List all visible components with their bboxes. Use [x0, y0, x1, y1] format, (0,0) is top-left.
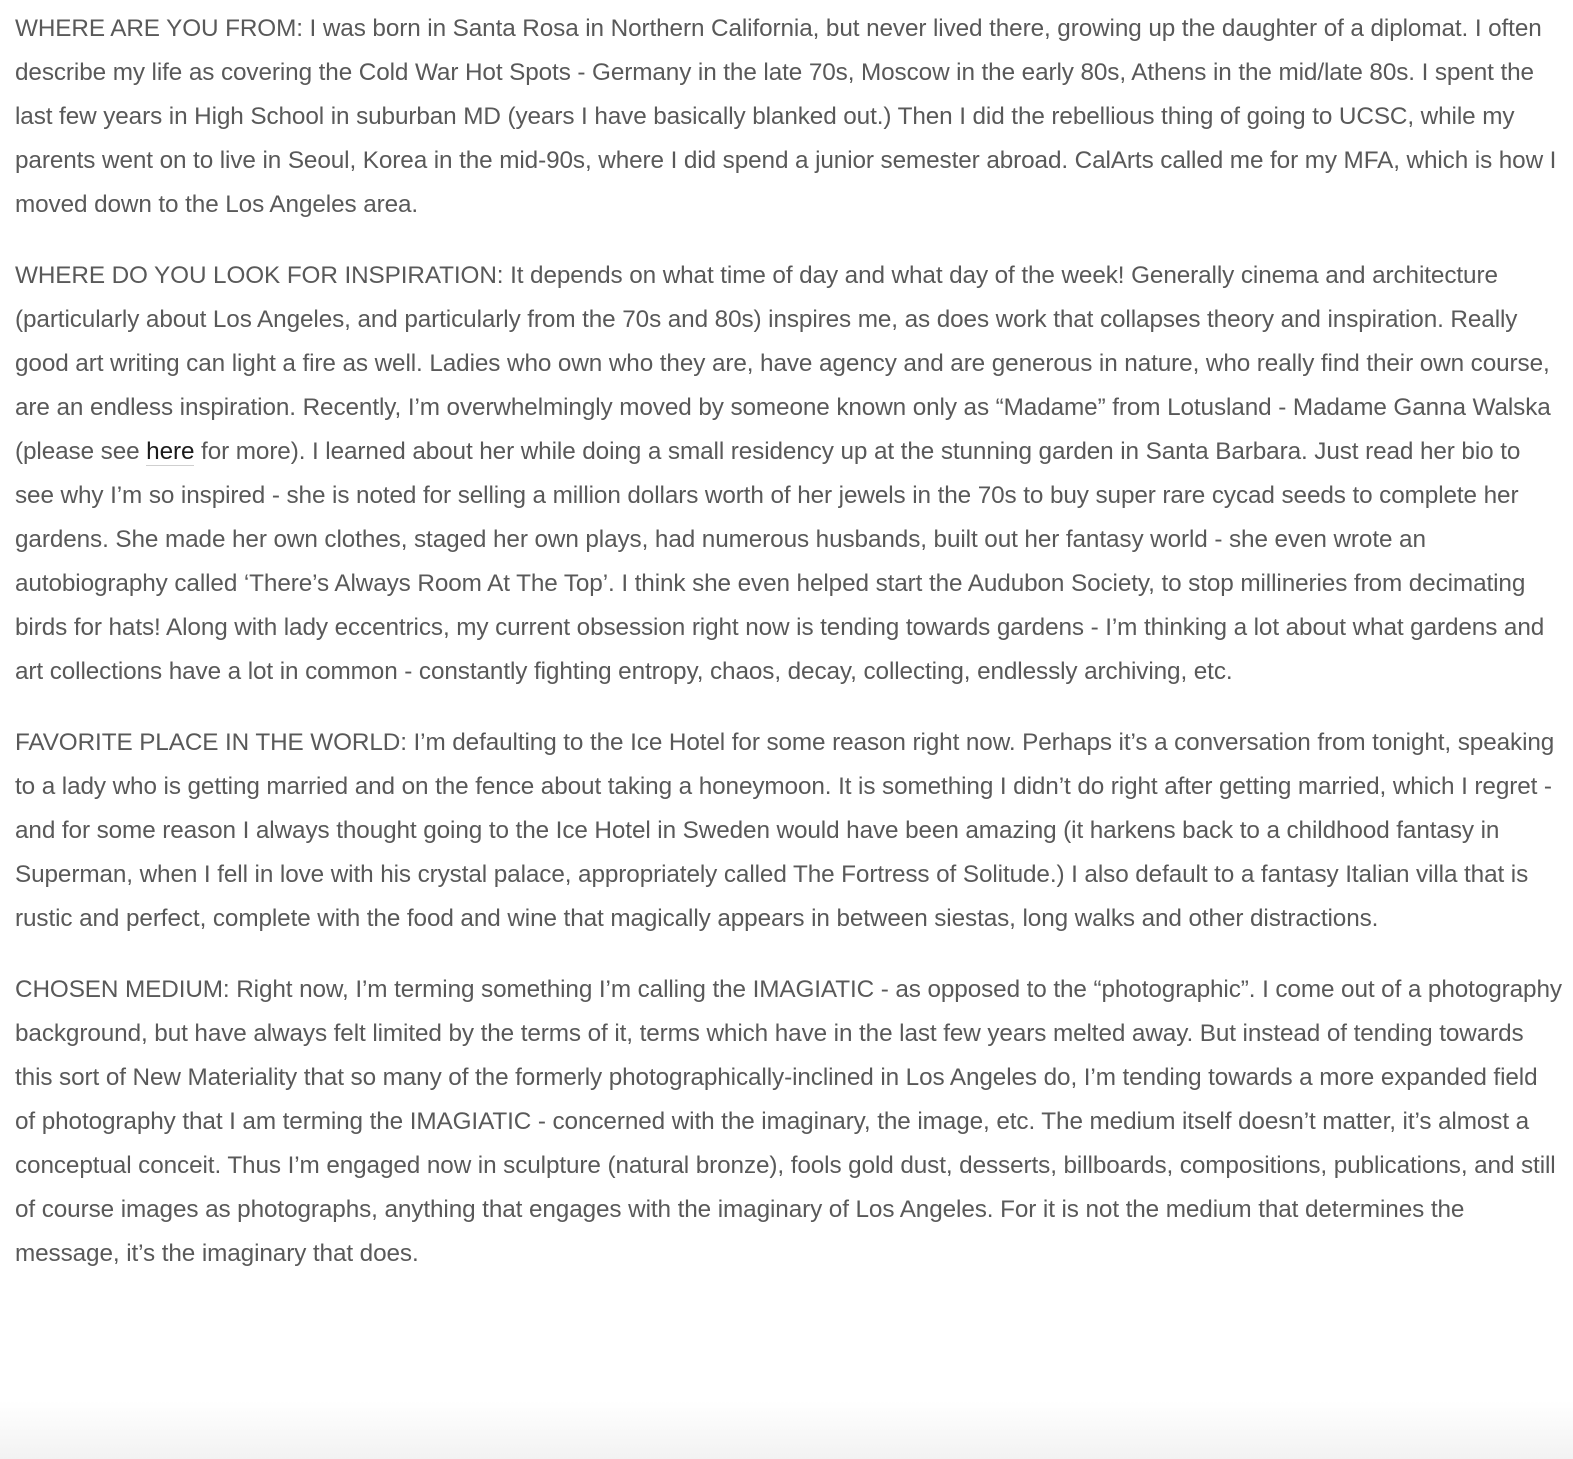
paragraph-inspiration	[15, 254, 1563, 694]
paragraph-text: for more). I learned about her while doing a small residency up at the stunning garden in Santa Barbara. Just read her bio to see why I’m so inspired - she is noted for selling a million dollars worth of her jewels in the 70s to buy super rare cycad seeds to complete her gardens. She made her own clothes, staged her own plays, had numerous husbands, built out her fantasy world - she even wrote an autobiography called ‘There’s Always Room At The Top’. I think she even helped start the Audubon Society, to stop millineries from decimating birds for hats! Along with lady eccentrics, my current obsession right now is tending towards gardens - I’m thinking a lot about what gardens and art collections have a lot in common - constantly fighting entropy, chaos, decay, collecting, endlessly archiving, etc.	[15, 438, 1545, 685]
paragraph-where-are-you-from: WHERE ARE YOU FROM: I was born in Santa Rosa in Northern California, but never lived there, growing up the daughter of a diplomat. I often describe my life as covering the Cold War Hot Spots - Germany in the late 70s, Moscow in the early 80s, Athens in the mid/late 80s. I spent the last few years in High School in suburban MD (years I have basically blanked out.) Then I did the rebellious thing of going to UCSC, while my parents went on to live in Seoul, Korea in the mid-90s, where I did spend a junior semester abroad. CalArts called me for my MFA, which is how I moved down to the Los Angeles area.	[15, 15, 1557, 218]
paragraph-chosen-medium: CHOSEN MEDIUM: Right now, I’m terming something I’m calling the IMAGIATIC - as opposed to the “photographic”. I come out of a photography background, but have always felt limited by the terms of it, terms which have in the last few years melted away. But instead of tending towards this sort of New Materiality that so many of the formerly photographically-inclined in Los Angeles do, I’m tending towards a more expanded field of photography that I am terming the IMAGIATIC - concerned with the imaginary, the image, etc. The medium itself doesn’t matter, it’s almost a conceptual conceit. Thus I’m engaged now in sculpture (natural bronze), fools gold dust, desserts, billboards, compositions, publications, and still of course images as photographs, anything that engages with the imaginary of Los Angeles. For it is not the medium that determines the message, it’s the imaginary that does.	[15, 976, 1562, 1267]
article-body	[15, 7, 1563, 1303]
paragraph-text: WHERE DO YOU LOOK FOR INSPIRATION: It depends on what time of day and what day of the week! Generally cinema and architecture (particularly about Los Angeles, and particularly from the 70s and 80s) inspires me, as does work that collapses theory and inspiration. Really good art writing can light a fire as well. Ladies who own who they are, have agency and are generous in nature, who really find their own course, are an endless inspiration. Recently, I’m overwhelmingly moved by someone known only as “Madame” from Lotusland - Madame Ganna Walska (please see	[15, 262, 1551, 465]
here-link[interactable]: here	[146, 438, 195, 465]
bottom-fade-overlay	[0, 1401, 1573, 1459]
paragraph-favorite-place: FAVORITE PLACE IN THE WORLD: I’m defaulting to the Ice Hotel for some reason right now. Perhaps it’s a conversation from tonight, speaking to a lady who is getting married and on the fence about taking a honeymoon. It is something I didn’t do right after getting married, which I regret - and for some reason I always thought going to the Ice Hotel in Sweden would have been amazing (it harkens back to a childhood fantasy in Superman, when I fell in love with his crystal palace, appropriately called The Fortress of Solitude.) I also default to a fantasy Italian villa that is rustic and perfect, complete with the food and wine that magically appears in between siestas, long walks and other distractions.	[15, 729, 1555, 932]
